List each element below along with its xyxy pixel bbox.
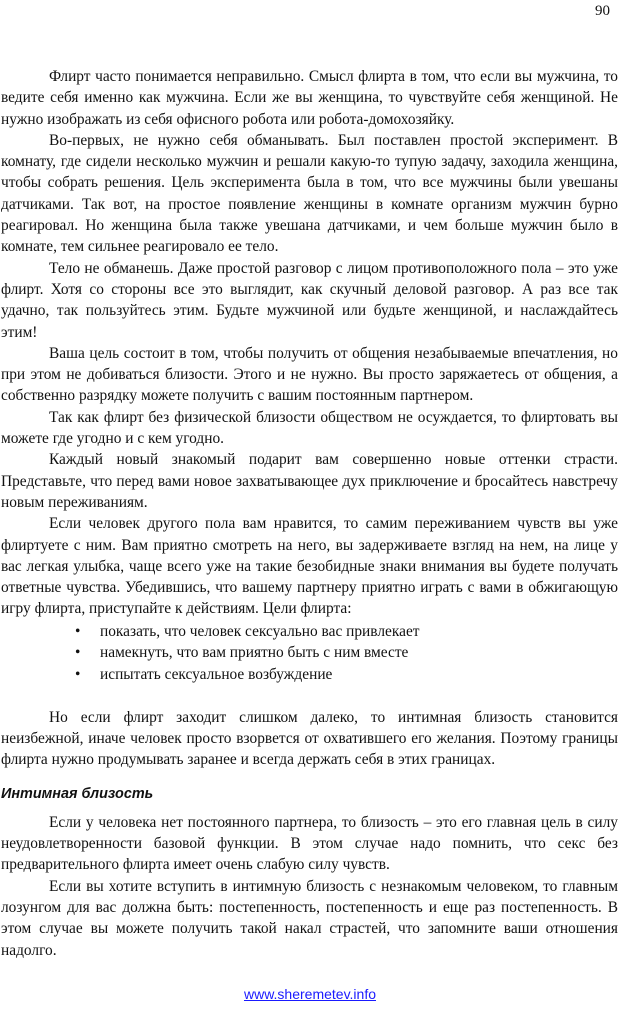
list-item bbox=[1, 621, 618, 642]
paragraph: Так как флирт без физической близости обществом не осуждается, то флиртовать вы можете где угодно и с кем угодно. bbox=[1, 408, 618, 448]
list-item-text: намекнуть, что вам приятно быть с ним вместе bbox=[100, 644, 409, 662]
paragraph: Если человек другого пола вам нравится, то самим переживанием чувств вы уже флиртуете с ним. Вам приятно смотреть на него, вы задерживаете взгляд на нем, на лице у вас легкая улыбка, чаще всего уже на такие безобидные знаки внимания вы будете получать ответные чувства. Убедившись, что вашему партнеру приятно играть с вами в обжигающую игру флирта, приступайте к действиям. Цели флирта: bbox=[1, 515, 618, 618]
footer-website-link[interactable]: www.sheremetev.info bbox=[243, 986, 376, 1002]
paragraph: Флирт часто понимается неправильно. Смысл флирта в том, что если вы мужчина, то ведите себя именно как мужчина. Если же вы женщина, то чувствуйте себя женщиной. Не нужно изображать из себя офисного робота или робота-домохозяйку. bbox=[1, 68, 618, 128]
paragraph: Во-первых, не нужно себя обманывать. Был поставлен простой эксперимент. В комнату, где сидели несколько мужчин и решали какую-то тупую задачу, заходила женщина, чтобы собрать решения. Цель эксперимента была в том, что все мужчины были увешаны датчиками. Так вот, на простое появление женщины в комнате организм мужчин бурно реагировал. Но женщина была также увешана датчиками, и чем больше мужчин было в комнате, тем сильнее реагировало ее тело. bbox=[1, 131, 618, 256]
flirt-goals-list bbox=[1, 621, 618, 685]
section-heading: Интимная близость bbox=[1, 785, 154, 802]
list-item bbox=[1, 642, 618, 663]
list-item-text: испытать сексуальное возбуждение bbox=[100, 665, 333, 683]
paragraph: Если вы хотите вступить в интимную близость с незнакомым человеком, то главным лозунгом для вас должна быть: постепенность, постепенность и еще раз постепенность. В этом случае вы можете получить такой накал страстей, что запомните ваши отношения надолго. bbox=[1, 877, 618, 959]
spacer bbox=[1, 685, 618, 707]
page-number: 90 bbox=[595, 3, 610, 19]
bullet-icon: • bbox=[75, 665, 81, 683]
bullet-icon: • bbox=[75, 622, 81, 640]
bullet-icon: • bbox=[75, 644, 81, 662]
paragraph: Ваша цель состоит в том, чтобы получить от общения незабываемые впечатления, но при этом не добиваться близости. Этого и не нужно. Вы просто заряжаетесь от общения, а собственно разрядку можете получить с вашим постоянным партнером. bbox=[1, 344, 618, 405]
list-item-text: показать, что человек сексуально вас привлекает bbox=[100, 622, 420, 640]
paragraph: Тело не обманешь. Даже простой разговор с лицом противоположного пола – это уже флирт. Хотя со стороны все это выглядит, как скучный деловой разговор. А раз все так удачно, так пользуйтесь этим. Будьте мужчиной или будьте женщиной, и наслаждайтесь этим! bbox=[1, 259, 618, 341]
paragraph: Если у человека нет постоянного партнера, то близость – это его главная цель в силу неудовлетворенности базовой функции. В этом случае надо помнить, что секс без предварительного флирта имеет очень слабую силу чувств. bbox=[1, 813, 618, 874]
paragraph: Каждый новый знакомый подарит вам совершенно новые оттенки страсти. Представьте, что перед вами новое захватывающее дух приключение и бросайтесь навстречу новым переживаниям. bbox=[1, 451, 618, 511]
document-body bbox=[1, 66, 618, 961]
list-item bbox=[1, 664, 618, 685]
paragraph: Но если флирт заходит слишком далеко, то интимная близость становится неизбежной, иначе человек просто взорвется от охватившего его желания. Поэтому границы флирта нужно продумывать заранее и всегда держать себя в этих границах. bbox=[1, 708, 618, 769]
